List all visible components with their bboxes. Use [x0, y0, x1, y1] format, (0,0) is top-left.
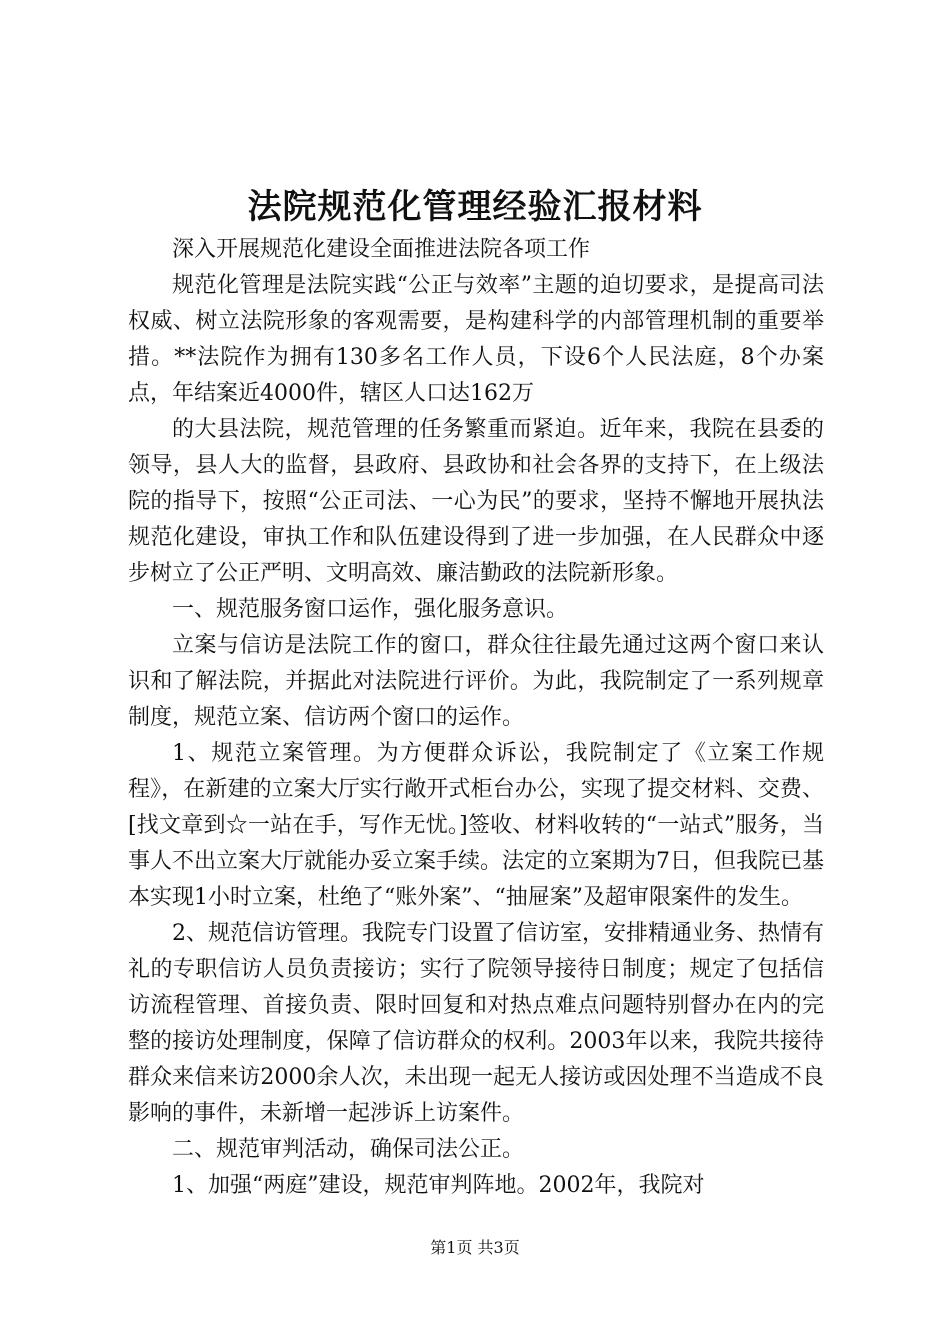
section-heading: 二、规范审判活动，确保司法公正。 [172, 1137, 525, 1162]
section-heading: 一、规范服务窗口运作，强化服务意识。 [172, 597, 569, 622]
body-paragraph: 立案与信访是法院工作的窗口，群众往往最先通过这两个窗口来认识和了解法院，并据此对法院进行评价。为此，我院制定了一系列规章制度，规范立案、信访两个窗口的运作。 [128, 633, 824, 730]
body-paragraph: 2、规范信访管理。我院专门设置了信访室，安排精通业务、热情有礼的专职信访人员负责接访；实行了院领导接待日制度；规定了包括信访流程管理、首接负责、限时回复和对热点难点问题特别督办在内的完整的接访处理制度，保障了信访群众的权利。2003年以来，我院共接待群众来信来访2000余人次，未出现一起无人接访或因处理不当造成不良影响的事件，未新增一起涉诉上访案件。 [128, 921, 824, 1126]
body-paragraph: 1、加强“两庭”建设，规范审判阵地。2002年，我院对 [172, 1173, 705, 1198]
subtitle-paragraph: 深入开展规范化建设全面推进法院各项工作 [172, 237, 591, 262]
page-footer: 第1页 共3页 [430, 1238, 520, 1257]
body-paragraph: 1、规范立案管理。为方便群众诉讼，我院制定了《立案工作规程》，在新建的立案大厅实行敞开式柜台办公，实现了提交材料、交费、[找文章到☆一站在手，写作无忧。]签收、材料收转的“一站式”服务，当事人不出立案大厅就能办妥立案手续。法定的立案期为7日，但我院已基本实现1小时立案，杜绝了“账外案”、“抽屉案”及超审限案件的发生。 [128, 741, 824, 910]
body-paragraph: 规范化管理是法院实践“公正与效率”主题的迫切要求，是提高司法权威、树立法院形象的客观需要，是构建科学的内部管理机制的重要举措。**法院作为拥有130多名工作人员，下设6个人民法庭，8个办案点，年结案近4000件，辖区人口达162万 [128, 273, 824, 406]
document-body [128, 232, 824, 1204]
body-paragraph: 的大县法院，规范管理的任务繁重而紧迫。近年来，我院在县委的领导，县人大的监督，县政府、县政协和社会各界的支持下，在上级法院的指导下，按照“公正司法、一心为民”的要求，坚持不懈地开展执法规范化建设，审执工作和队伍建设得到了进一步加强，在人民群众中逐步树立了公正严明、文明高效、廉洁勤政的法院新形象。 [128, 417, 824, 586]
document-title: 法院规范化管理经验汇报材料 [247, 187, 703, 227]
